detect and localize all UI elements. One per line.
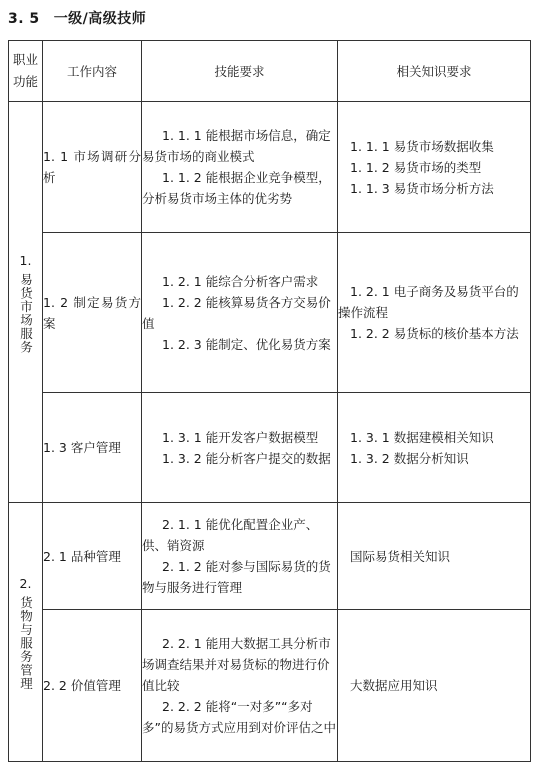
section-heading <box>8 8 146 28</box>
skill-requirements-cell <box>142 503 338 610</box>
skill-item: 1. 1. 1 能根据市场信息，确定易货市场的商业模式 <box>142 128 331 164</box>
function-name: 货物与服务管理 <box>18 596 34 691</box>
skill-item: 1. 3. 2 能分析客户提交的数据 <box>162 450 331 466</box>
skill-item: 2. 2. 1 能用大数据工具分析市场调查结果并对易货标的物进行价值比较 <box>142 636 331 693</box>
knowledge-requirements-cell <box>338 610 531 762</box>
knowledge-requirements-cell <box>338 233 531 393</box>
function-name: 易货市场服务 <box>18 273 34 354</box>
skill-requirements-cell <box>142 233 338 393</box>
skill-item: 2. 2. 2 能将“一对多”“多对多”的易货方式应用到对价评估之中 <box>142 699 336 735</box>
header-skill-requirements: 技能要求 <box>142 41 338 102</box>
knowledge-requirements-cell <box>338 503 531 610</box>
header-work-content: 工作内容 <box>43 41 142 102</box>
table-row <box>9 610 531 762</box>
skill-item: 1. 1. 2 能根据企业竞争模型，分析易货市场主体的优劣势 <box>142 170 331 206</box>
skill-item: 1. 2. 1 能综合分析客户需求 <box>162 273 319 289</box>
skill-item: 2. 1. 1 能优化配置企业产、供、销资源 <box>142 517 319 553</box>
function-number: 2. <box>19 576 32 592</box>
knowledge-item: 1. 3. 1 数据建模相关知识 <box>350 429 494 445</box>
knowledge-requirements-cell <box>338 393 531 503</box>
work-content-cell: 1. 2 制定易货方案 <box>43 233 142 393</box>
work-content-cell: 1. 3 客户管理 <box>43 393 142 503</box>
skill-requirements-cell <box>142 393 338 503</box>
skill-requirements-cell <box>142 102 338 233</box>
table-row <box>9 503 531 610</box>
knowledge-item: 国际易货相关知识 <box>350 548 451 564</box>
skills-table <box>8 40 531 762</box>
work-content-cell: 1. 1 市场调研分析 <box>43 102 142 233</box>
skill-item: 2. 1. 2 能对参与国际易货的货物与服务进行管理 <box>142 559 331 595</box>
knowledge-item: 1. 3. 2 数据分析知识 <box>350 450 469 466</box>
skill-requirements-cell <box>142 610 338 762</box>
knowledge-item: 1. 2. 1 电子商务及易货平台的操作流程 <box>338 284 519 320</box>
knowledge-item: 1. 1. 2 易货市场的类型 <box>350 159 482 175</box>
knowledge-item: 1. 1. 3 易货市场分析方法 <box>350 180 494 196</box>
knowledge-item: 大数据应用知识 <box>350 678 438 693</box>
knowledge-item: 1. 1. 1 易货市场数据收集 <box>350 138 494 154</box>
skill-item: 1. 2. 2 能核算易货各方交易价值 <box>142 294 331 331</box>
work-content-cell: 2. 1 品种管理 <box>43 503 142 610</box>
header-knowledge-requirements: 相关知识要求 <box>338 41 531 102</box>
knowledge-requirements-cell <box>338 102 531 233</box>
work-content-cell: 2. 2 价值管理 <box>43 610 142 762</box>
section-number: 3. 5 <box>8 11 40 27</box>
function-cell <box>9 102 43 503</box>
knowledge-item: 1. 2. 2 易货标的核价基本方法 <box>350 326 519 341</box>
table-row <box>9 393 531 503</box>
table-row <box>9 102 531 233</box>
header-function: 职业功能 <box>9 41 43 102</box>
function-number: 1. <box>19 253 32 268</box>
section-title: 一级/高级技师 <box>53 11 147 27</box>
function-cell <box>9 503 43 762</box>
table-row <box>9 233 531 393</box>
skill-item: 1. 3. 1 能开发客户数据模型 <box>162 429 319 445</box>
table-header-row <box>9 41 531 102</box>
skill-item: 1. 2. 3 能制定、优化易货方案 <box>162 336 331 352</box>
